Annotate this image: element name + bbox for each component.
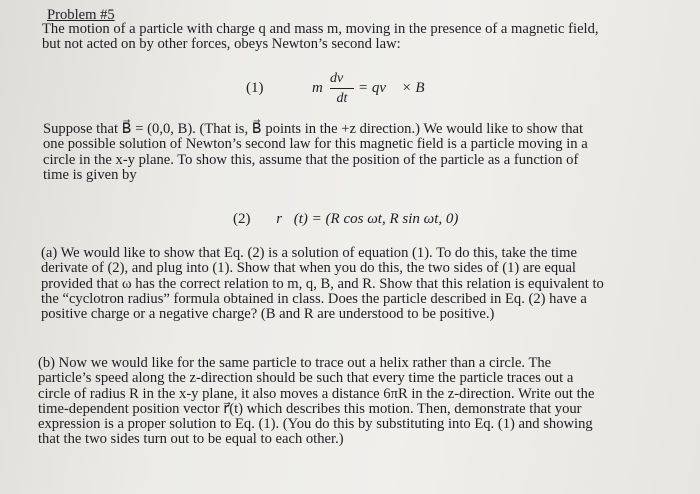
position-equation: r⃗(t) = (R cos ωt, R sin ωt, 0) <box>276 211 459 227</box>
part-a-paragraph <box>41 246 604 322</box>
equation-2 <box>233 212 458 227</box>
fraction-numerator: dv⃗ <box>329 71 355 86</box>
fraction-denominator: dt <box>336 91 348 106</box>
text-line: expression is a proper solution to Eq. (1). (You do this by substituting into Eq. (1) and showing <box>38 416 593 433</box>
derivative-fraction <box>328 70 356 107</box>
text-line: provided that ω has the correct relation to m, q, B, and R. Show that this relation is equivalent to <box>41 275 604 292</box>
equation-number: (1) <box>246 80 264 96</box>
text-line: Suppose that B⃗ = (0,0, B). (That is, B⃗ points in the +z direction.) We would like to show that <box>43 121 584 137</box>
intro-paragraph <box>42 22 599 53</box>
text-line: time-dependent position vector r⃗(t) which describes this motion. Then, demonstrate that your <box>38 400 582 417</box>
text-line: positive charge or a negative charge? (B and R are understood to be positive.) <box>41 306 495 323</box>
setup-paragraph <box>43 122 588 183</box>
part-b-paragraph <box>38 356 594 448</box>
text-line: time is given by <box>43 166 137 183</box>
text-line: (b) Now we would like for the same particle to trace out a helix rather than a circle. The <box>38 355 552 371</box>
text-line: but not acted on by other forces, obeys Newton’s second law: <box>42 36 401 53</box>
text-line: particle’s speed along the z-direction should be such that every time the particle traces out a <box>38 370 574 387</box>
text-line: The motion of a particle with charge q and mass m, moving in the presence of a magnetic field, <box>42 21 599 37</box>
text-line: circle of radius R in the x-y plane, it also moves a distance 6πR in the z-direction. Write out the <box>38 385 595 402</box>
text-line: derivate of (2), and plug into (1). Show that when you do this, the two sides of (1) are equal <box>41 260 576 277</box>
text-line: (a) We would like to show that Eq. (2) is a solution of equation (1). To do this, take the time <box>41 245 577 261</box>
fraction-bar <box>330 88 354 89</box>
text-line: one possible solution of Newton’s second law for this magnetic field is a particle moving in a <box>43 136 588 153</box>
equation-number: (2) <box>233 211 251 227</box>
text-line: that the two sides turn out to be equal to each other.) <box>38 431 344 448</box>
mass-symbol: m <box>312 80 323 96</box>
equation-rhs: = qv⃗ × B⃗ <box>358 80 437 96</box>
text-line: the “cyclotron radius” formula obtained in class. Does the particle described in Eq. (2) have a <box>41 290 587 307</box>
text-line: circle in the x-y plane. To show this, assume that the position of the particle as a function of <box>43 151 579 168</box>
problem-title: Problem #5 <box>47 7 115 23</box>
